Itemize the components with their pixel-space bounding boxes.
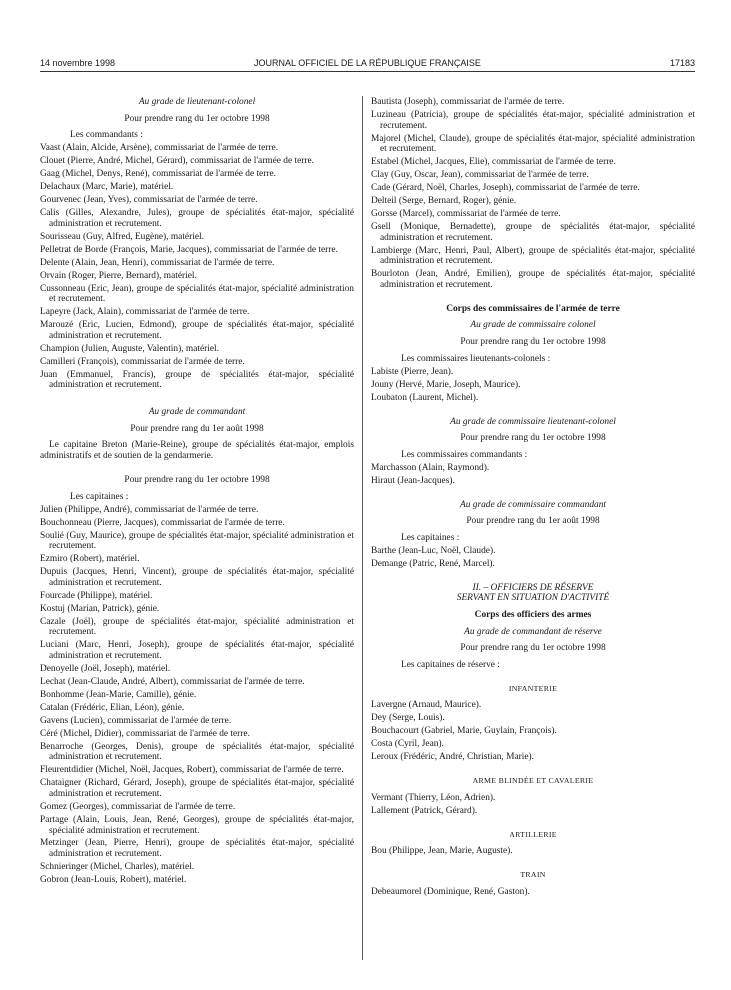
list-entry: Bou (Philippe, Jean, Marie, Auguste).: [371, 846, 513, 857]
list-entry: Jouny (Hervé, Marie, Joseph, Maurice).: [371, 379, 521, 390]
list-intro: Les capitaines de réserve :: [401, 659, 500, 670]
list-entry: Chataigner (Richard, Gérard, Joseph), groupe de spécialités état-major, spécialité administration et recrutement.: [40, 778, 354, 799]
column-divider: [362, 96, 363, 960]
corps-title: Corps des commissaires de l'armée de terre: [446, 303, 620, 314]
rank-date: Pour prendre rang du 1er août 1998: [466, 516, 600, 527]
list-entry: Partage (Alain, Louis, Jean, René, Georges), groupe de spécialités état-major, spécialité administration et recrutement.: [40, 814, 354, 836]
list-entry: Sourisseau (Guy, Alfred, Eugène), matériel.: [40, 231, 204, 242]
list-entry: Lallement (Patrick, Gérard).: [371, 805, 478, 816]
header-page-number: 17183: [669, 58, 695, 68]
arm-title: TRAIN: [520, 870, 546, 880]
list-entry: Juan (Emmanuel, Francis), groupe de spécialités état-major, spécialité administration et recrutement.: [40, 369, 354, 391]
name-list: [371, 463, 695, 487]
list-entry: Camilleri (François), commissariat de l'armée de terre.: [40, 356, 245, 367]
rank-date: Pour prendre rang du 1er octobre 1998: [460, 336, 606, 347]
list-entry: Lambierge (Marc, Henri, Paul, Albert), groupe de spécialités état-major, spécialité administration et recrutement.: [371, 245, 695, 267]
list-entry: Marchasson (Alain, Raymond).: [371, 462, 490, 473]
list-entry: Demange (Patric, René, Marcel).: [371, 558, 495, 569]
list-entry: Lechat (Jean-Claude, André, Albert), commissariat de l'armée de terre.: [40, 676, 305, 687]
list-entry: Estabel (Michel, Jacques, Elie), commissariat de l'armée de terre.: [371, 157, 616, 168]
list-entry: Gsell (Monique, Bernadette), groupe de spécialités état-major, spécialité administration et recrutement.: [371, 222, 695, 243]
corps-title: Corps des officiers des armes: [474, 609, 592, 620]
list-entry: Lapeyre (Jack, Alain), commissariat de l'armée de terre.: [40, 307, 250, 318]
list-entry: Gobron (Jean-Louis, Robert), matériel.: [40, 875, 187, 886]
right-column: [371, 97, 695, 900]
list-entry: Vermant (Thierry, Léon, Adrien).: [371, 792, 496, 803]
section-heading: Au grade de commissaire commandant: [460, 499, 606, 510]
list-entry: Gavens (Lucien), commissariat de l'armée de terre.: [40, 715, 232, 726]
list-entry: Pelletrat de Borde (François, Marie, Jacques), commissariat de l'armée de terre.: [40, 244, 338, 255]
list-intro: Les capitaines :: [70, 491, 129, 502]
list-entry: Clouet (Pierre, André, Michel, Gérard), commissariat de l'armée de terre.: [40, 156, 314, 167]
rank-date: Pour prendre rang du 1er octobre 1998: [124, 113, 270, 124]
page-header: [40, 56, 695, 70]
list-entry: Costa (Cyril, Jean).: [371, 739, 444, 750]
name-list: [371, 367, 695, 404]
list-entry: Marouzé (Eric, Lucien, Edmond), groupe de spécialités état-major, spécialité administration et recrutement.: [40, 320, 354, 341]
list-intro: Les commissaires commandants :: [401, 449, 528, 460]
list-entry: Hiraut (Jean-Jacques).: [371, 475, 455, 486]
list-entry: Céré (Michel, Didier), commissariat de l'armée de terre.: [40, 728, 250, 739]
header-date: 14 novembre 1998: [40, 58, 116, 68]
header-title: JOURNAL OFFICIEL DE LA RÉPUBLIQUE FRANÇAISE: [254, 58, 481, 68]
list-entry: Denoyelle (Joël, Joseph), matériel.: [40, 663, 171, 674]
name-list: [40, 505, 354, 886]
name-list: [371, 793, 695, 817]
list-intro: Les capitaines :: [401, 532, 460, 543]
list-entry: Gomez (Georges), commissariat de l'armée de terre.: [40, 801, 236, 812]
list-entry: Luzineau (Patricia), groupe de spécialités état-major, spécialité administration et recrutement.: [371, 109, 695, 131]
list-entry: Metzinger (Jean, Pierre, Henri), groupe de spécialités état-major, spécialité administration et recrutement.: [40, 838, 354, 860]
list-entry: Soulié (Guy, Maurice), groupe de spécialités état-major, spécialité administration et recrutement.: [40, 530, 354, 552]
list-entry: Kostuj (Marian, Patrick), génie.: [40, 603, 160, 614]
list-entry: Lavergne (Arnaud, Maurice).: [371, 700, 482, 711]
list-entry: Champion (Julien, Auguste, Valentin), matériel.: [40, 343, 219, 354]
rank-date: Pour prendre rang du 1er octobre 1998: [124, 475, 270, 486]
header-rule: [40, 71, 695, 72]
list-entry: Clay (Guy, Oscar, Jean), commissariat de l'armée de terre.: [371, 170, 589, 181]
list-entry: Gorsse (Marcel), commissariat de l'armée de terre.: [371, 209, 561, 220]
list-entry: Luciani (Marc, Henri, Joseph), groupe de spécialités état-major, spécialité administration et recrutement.: [40, 640, 354, 661]
list-intro: Les commandants :: [70, 130, 143, 141]
rank-date: Pour prendre rang du 1er août 1998: [130, 423, 264, 434]
list-entry: Barthe (Jean-Luc, Noël, Claude).: [371, 545, 496, 556]
section-heading: Au grade de commissaire lieutenant-colonel: [450, 416, 616, 427]
list-entry: Cussonneau (Eric, Jean), groupe de spécialités état-major, spécialité administration et recrutement.: [40, 283, 354, 305]
list-entry: Vaast (Alain, Alcide, Arsène), commissariat de l'armée de terre.: [40, 143, 279, 154]
rank-date: Pour prendre rang du 1er octobre 1998: [460, 643, 606, 654]
list-entry: Gourvenec (Jean, Yves), commissariat de l'armée de terre.: [40, 195, 258, 206]
list-entry: Debeaumorel (Dominique, René, Gaston).: [371, 887, 530, 897]
list-entry: Delteil (Serge, Bernard, Roger), génie.: [371, 196, 517, 207]
list-entry: Dey (Serge, Louis).: [371, 713, 445, 724]
list-entry: Loubaton (Laurent, Michel).: [371, 392, 479, 403]
lead-paragraph: Le capitaine Breton (Marie-Reine), groupe de spécialités état-major, emplois administratifs et de soutien de la gendarmerie.: [40, 440, 354, 462]
arm-title: INFANTERIE: [508, 683, 558, 693]
list-entry: Dupuis (Jacques, Henri, Vincent), groupe de spécialités état-major, spécialité administration et recrutement.: [40, 567, 354, 588]
list-entry: Schnieringer (Michel, Charles), matériel.: [40, 862, 195, 873]
arm-title: ARME BLINDÉE ET CAVALERIE: [472, 776, 594, 786]
list-entry: Delachaux (Marc, Marie), matériel.: [40, 182, 174, 193]
section-heading: Au grade de commandant de réserve: [464, 626, 602, 637]
list-entry: Cazale (Joël), groupe de spécialités état-major, spécialité administration et recrutement.: [40, 616, 354, 638]
list-entry: Leroux (Frédéric, André, Christian, Marie).: [371, 752, 534, 763]
list-entry: Fourcade (Philippe), matériel.: [40, 590, 153, 601]
list-entry: Cade (Gérard, Noël, Charles, Joseph), commissariat de l'armée de terre.: [371, 183, 640, 194]
section-heading: Au grade de commissaire colonel: [470, 320, 596, 331]
rank-date: Pour prendre rang du 1er octobre 1998: [460, 433, 606, 444]
name-list: [371, 846, 695, 857]
list-entry: Benarroche (Georges, Denis), groupe de spécialités état-major, spécialité administration et recrutement.: [40, 741, 354, 763]
list-entry: Catalan (Frédéric, Elian, Léon), génie.: [40, 702, 185, 713]
list-entry: Fleurentdidier (Michel, Noël, Jacques, Robert), commissariat de l'armée de terre.: [40, 765, 344, 776]
list-entry: Ezmiro (Robert), matériel.: [40, 554, 140, 565]
list-entry: Orvain (Roger, Pierre, Bernard), matériel.: [40, 270, 197, 281]
list-entry: Bouchacourt (Gabriel, Marie, Guylain, François).: [371, 726, 557, 737]
list-entry: Gaag (Michel, Denys, René), commissariat de l'armée de terre.: [40, 169, 276, 180]
list-intro: Les commissaires lieutenants-colonels :: [401, 353, 551, 364]
name-list: [371, 97, 695, 290]
list-entry: Bouchonneau (Pierre, Jacques), commissariat de l'armée de terre.: [40, 517, 285, 528]
list-entry: Majorel (Michel, Claude), groupe de spécialités état-major, spécialité administration et recrutement.: [371, 133, 695, 155]
arm-title: ARTILLERIE: [509, 829, 557, 839]
list-entry: Bautista (Joseph), commissariat de l'armée de terre.: [371, 97, 565, 107]
part-title-line1: II. – OFFICIERS DE RÉSERVE: [472, 582, 594, 593]
list-entry: Delente (Alain, Jean, Henri), commissariat de l'armée de terre.: [40, 257, 275, 268]
part-title-line2: SERVANT EN SITUATION D'ACTIVITÉ: [456, 593, 610, 604]
section-heading: Au grade de commandant: [148, 407, 246, 418]
list-entry: Bonhomme (Jean-Marie, Camille), génie.: [40, 689, 197, 700]
section-heading: Au grade de lieutenant-colonel: [138, 97, 256, 107]
list-entry: Labiste (Pierre, Jean).: [371, 366, 454, 377]
name-list: [40, 143, 354, 391]
name-list: [371, 700, 695, 763]
name-list: [371, 546, 695, 570]
list-entry: Bourloton (Jean, André, Emilien), groupe de spécialités état-major, spécialité administration et recrutement.: [371, 269, 695, 290]
list-entry: Julien (Philippe, André), commissariat de l'armée de terre.: [40, 504, 259, 515]
list-entry: Calis (Gilles, Alexandre, Jules), groupe de spécialités état-major, spécialité administration et recrutement.: [40, 208, 354, 229]
left-column: [40, 97, 354, 888]
name-list: [371, 887, 695, 898]
